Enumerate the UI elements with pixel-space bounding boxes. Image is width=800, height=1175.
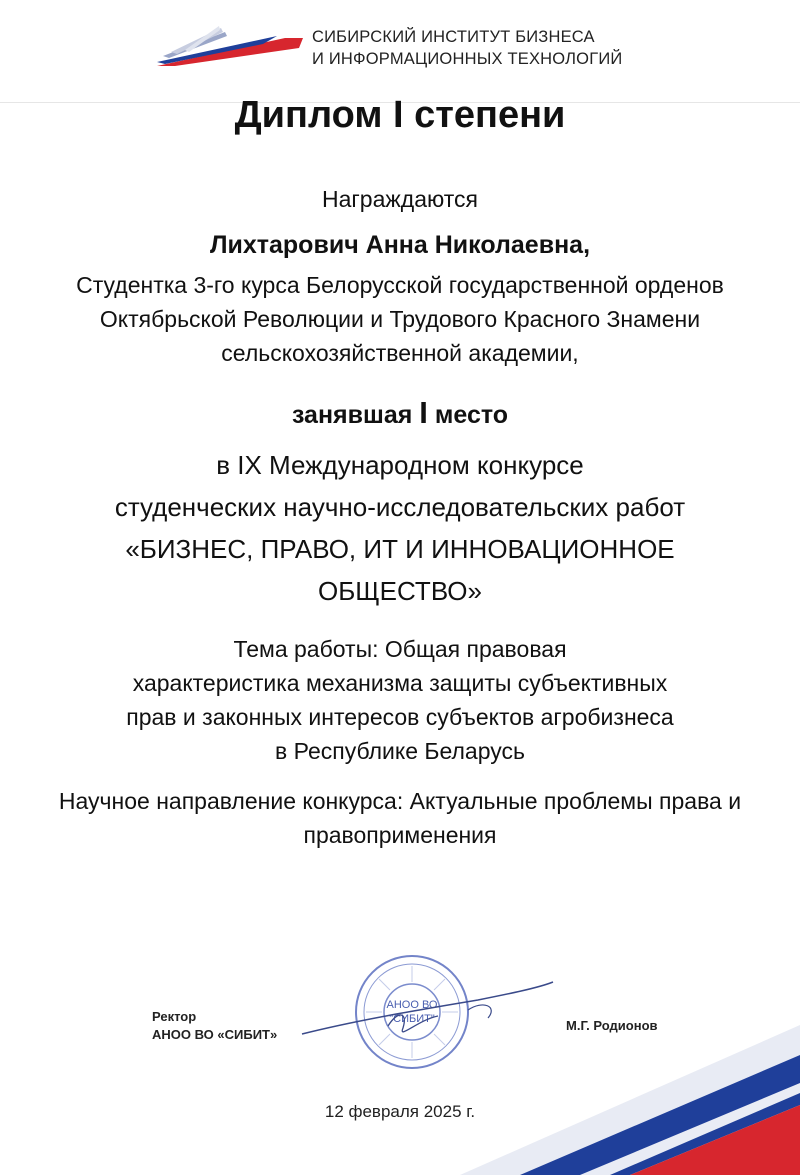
diploma-title: Диплом I степени [234,94,566,136]
contest-name [0,444,800,612]
work-topic [0,632,800,768]
affiliation-line: сельскохозяйственной академии, [221,340,579,366]
issue-date: 12 февраля 2025 г. [324,1102,476,1121]
stamp-text-line1: АНОО ВО [386,999,438,1011]
place-suffix: место [434,401,509,429]
role-line2: АНОО ВО «СИБИТ» [152,1027,278,1042]
awarded-label: Награждаются [322,186,478,212]
place-line [0,396,800,432]
role-line1: Ректор [152,1009,197,1024]
contest-line: студенческих научно-исследовательских работ [114,492,686,522]
org-name-line2: И ИНФОРМАЦИОННЫХ ТЕХНОЛОГИЙ [312,50,623,68]
stamp-text-line2: "СИБИТ" [389,1013,435,1025]
topic-line: характеристика механизма защиты субъективных [132,670,668,696]
org-name [312,26,622,70]
affiliation [0,268,800,370]
place-prefix: занявшая [291,401,413,429]
affiliation-line: Студентка 3-го курса Белорусской государственной орденов [76,272,724,298]
scientific-direction [0,784,800,852]
header [0,0,800,100]
place-number: I [419,395,428,430]
contest-line: в IX Международном конкурсе [216,450,584,480]
topic-line: в Республике Беларусь [275,738,525,764]
org-name-line1: СИБИРСКИЙ ИНСТИТУТ БИЗНЕСА [312,28,595,46]
contest-line: ОБЩЕСТВО» [318,576,482,606]
recipient-name: Лихтарович Анна Николаевна, [209,231,591,259]
signer-role [152,1008,277,1044]
topic-line: Тема работы: Общая правовая [233,636,567,662]
affiliation-line: Октябрьской Революции и Трудового Красного Знамени [99,306,701,332]
topic-line: прав и законных интересов субъектов агробизнеса [126,704,674,730]
direction-line: Научное направление конкурса: Актуальные проблемы права и [58,788,742,814]
direction-line: правоприменения [303,822,497,848]
corner-ribbon-decoration [460,985,800,1175]
sibit-logo-icon [155,26,305,70]
contest-line: «БИЗНЕС, ПРАВО, ИТ И ИННОВАЦИОННОЕ [125,534,675,564]
signer-name: М.Г. Родионов [566,1018,658,1033]
